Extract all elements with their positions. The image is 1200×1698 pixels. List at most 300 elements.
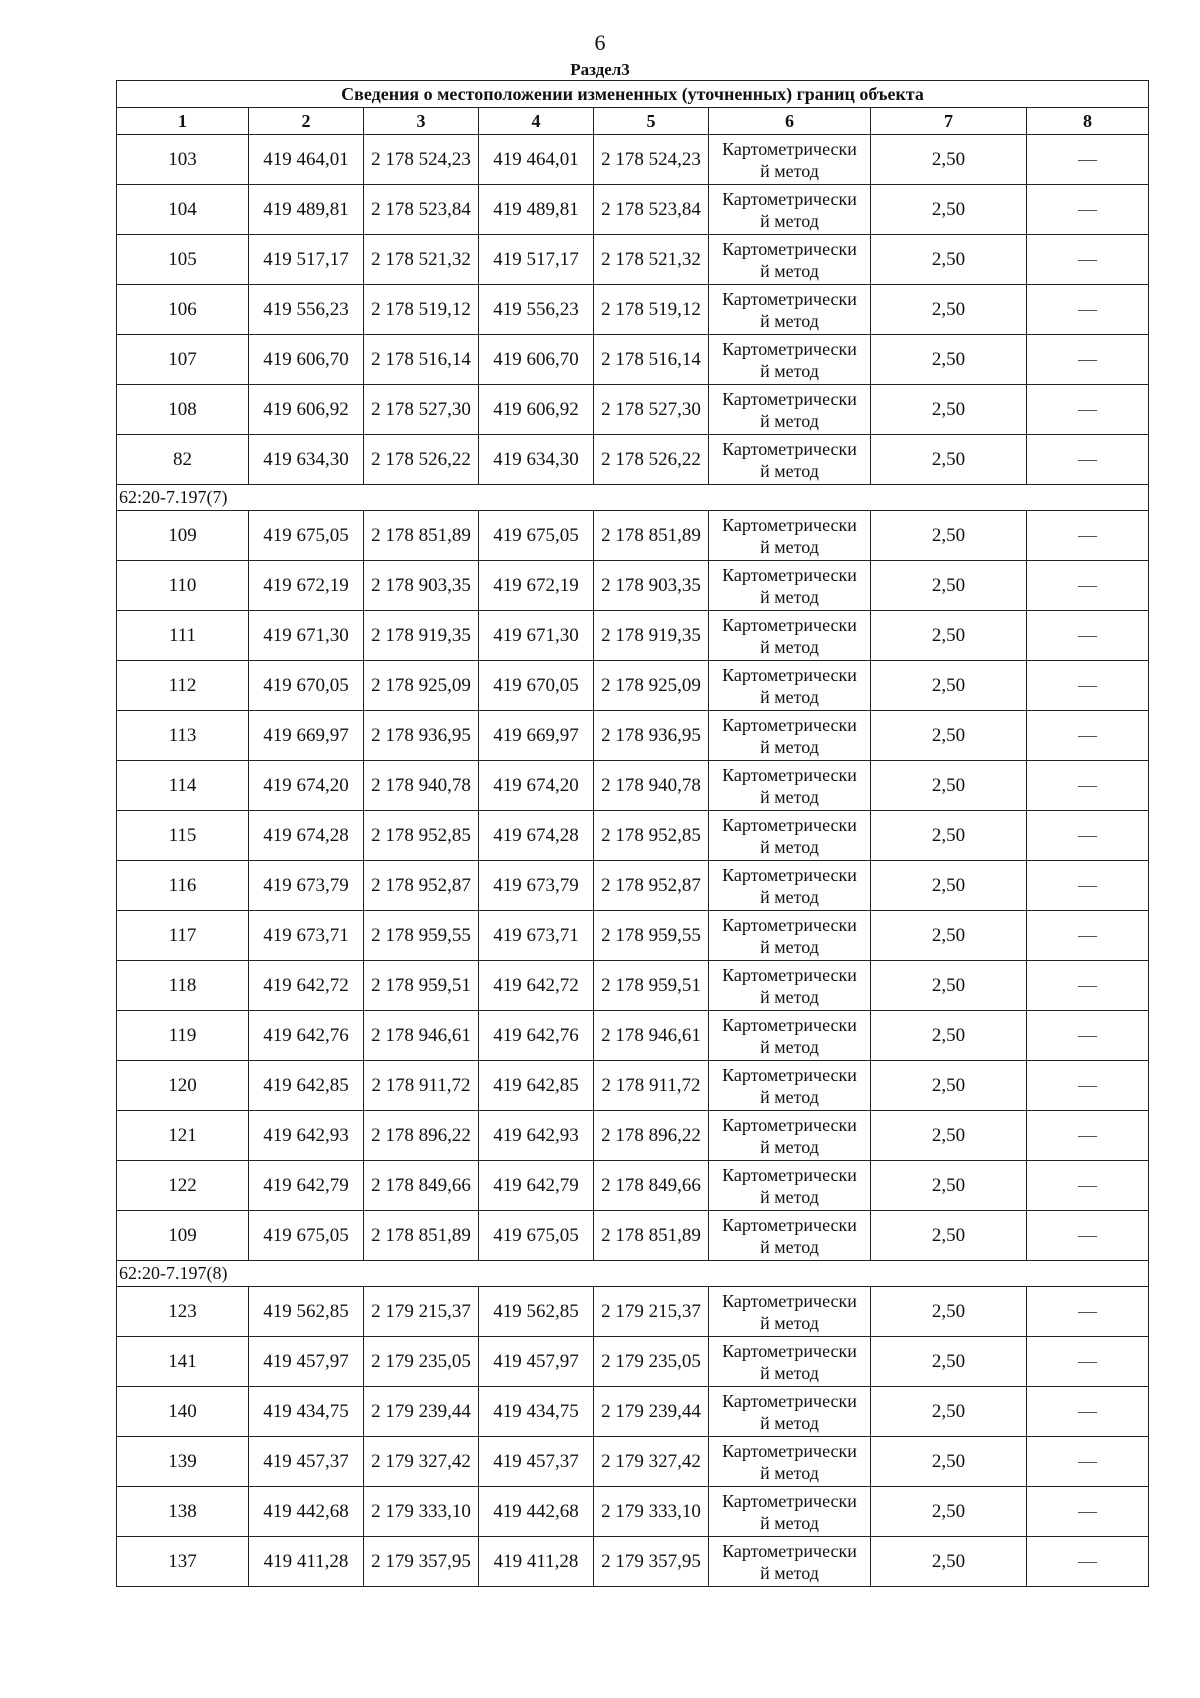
point-number-cell: 109 (117, 511, 249, 561)
method-text-line1: Картометрически (722, 864, 857, 885)
x-coordinate-refined-cell: 419 556,23 (479, 285, 594, 335)
point-number-cell: 107 (117, 335, 249, 385)
dash-cell: — (1027, 435, 1149, 485)
table-row (117, 1537, 1149, 1587)
method-text-line2: й метод (760, 360, 819, 381)
x-coordinate-refined-cell: 419 674,28 (479, 811, 594, 861)
accuracy-cell: 2,50 (871, 435, 1027, 485)
y-coordinate-cell: 2 178 519,12 (364, 285, 479, 335)
x-coordinate-cell: 419 642,93 (249, 1111, 364, 1161)
y-coordinate-cell: 2 178 521,32 (364, 235, 479, 285)
method-text-line1: Картометрически (722, 564, 857, 585)
dash-cell: — (1027, 1387, 1149, 1437)
dash-cell: — (1027, 335, 1149, 385)
accuracy-cell: 2,50 (871, 135, 1027, 185)
table-row (117, 561, 1149, 611)
table-row (117, 335, 1149, 385)
point-number-cell: 123 (117, 1287, 249, 1337)
table-row (117, 1287, 1149, 1337)
dash-cell: — (1027, 911, 1149, 961)
table-row (117, 761, 1149, 811)
y-coordinate-cell: 2 178 851,89 (364, 1211, 479, 1261)
x-coordinate-cell: 419 642,76 (249, 1011, 364, 1061)
accuracy-cell: 2,50 (871, 661, 1027, 711)
y-coordinate-refined-cell: 2 178 527,30 (594, 385, 709, 435)
method-cell (709, 1287, 871, 1337)
dash-cell: — (1027, 1061, 1149, 1111)
x-coordinate-refined-cell: 419 642,72 (479, 961, 594, 1011)
y-coordinate-refined-cell: 2 178 516,14 (594, 335, 709, 385)
method-text-line2: й метод (760, 986, 819, 1007)
method-cell (709, 1211, 871, 1261)
y-coordinate-refined-cell: 2 179 235,05 (594, 1337, 709, 1387)
dash-cell: — (1027, 135, 1149, 185)
method-text-line1: Картометрически (722, 1014, 857, 1035)
point-number-cell: 105 (117, 235, 249, 285)
y-coordinate-refined-cell: 2 178 903,35 (594, 561, 709, 611)
table-row (117, 1487, 1149, 1537)
y-coordinate-refined-cell: 2 178 851,89 (594, 511, 709, 561)
dash-cell: — (1027, 385, 1149, 435)
x-coordinate-refined-cell: 419 670,05 (479, 661, 594, 711)
accuracy-cell: 2,50 (871, 1437, 1027, 1487)
group-row (117, 485, 1149, 511)
x-coordinate-cell: 419 671,30 (249, 611, 364, 661)
method-text-line2: й метод (760, 1236, 819, 1257)
method-text-line2: й метод (760, 536, 819, 557)
y-coordinate-refined-cell: 2 178 849,66 (594, 1161, 709, 1211)
y-coordinate-refined-cell: 2 178 936,95 (594, 711, 709, 761)
point-number-cell: 121 (117, 1111, 249, 1161)
x-coordinate-cell: 419 674,20 (249, 761, 364, 811)
method-cell (709, 711, 871, 761)
method-text-line1: Картометрически (722, 138, 857, 159)
method-text-line2: й метод (760, 1562, 819, 1583)
x-coordinate-refined-cell: 419 669,97 (479, 711, 594, 761)
column-number-header: 1 (117, 108, 249, 135)
method-text-line1: Картометрически (722, 964, 857, 985)
table-row (117, 1437, 1149, 1487)
dash-cell: — (1027, 185, 1149, 235)
table-row (117, 661, 1149, 711)
method-text-line2: й метод (760, 160, 819, 181)
column-number-header: 7 (871, 108, 1027, 135)
dash-cell: — (1027, 511, 1149, 561)
column-number-row (117, 108, 1149, 135)
y-coordinate-refined-cell: 2 178 940,78 (594, 761, 709, 811)
point-number-cell: 112 (117, 661, 249, 711)
accuracy-cell: 2,50 (871, 1337, 1027, 1387)
point-number-cell: 119 (117, 1011, 249, 1061)
method-text-line2: й метод (760, 210, 819, 231)
x-coordinate-refined-cell: 419 434,75 (479, 1387, 594, 1437)
cadastral-group-label: 62:20-7.197(7) (117, 485, 1149, 511)
y-coordinate-cell: 2 178 896,22 (364, 1111, 479, 1161)
point-number-cell: 82 (117, 435, 249, 485)
y-coordinate-cell: 2 178 959,51 (364, 961, 479, 1011)
y-coordinate-refined-cell: 2 178 952,85 (594, 811, 709, 861)
method-cell (709, 335, 871, 385)
y-coordinate-refined-cell: 2 178 959,55 (594, 911, 709, 961)
point-number-cell: 114 (117, 761, 249, 811)
boundary-coordinates-table (116, 80, 1149, 1587)
method-text-line2: й метод (760, 886, 819, 907)
dash-cell: — (1027, 811, 1149, 861)
y-coordinate-cell: 2 178 946,61 (364, 1011, 479, 1061)
method-text-line1: Картометрически (722, 1064, 857, 1085)
table-row (117, 435, 1149, 485)
x-coordinate-cell: 419 673,71 (249, 911, 364, 961)
x-coordinate-cell: 419 489,81 (249, 185, 364, 235)
x-coordinate-refined-cell: 419 606,70 (479, 335, 594, 385)
method-text-line2: й метод (760, 1512, 819, 1533)
accuracy-cell: 2,50 (871, 511, 1027, 561)
method-text-line2: й метод (760, 586, 819, 607)
x-coordinate-cell: 419 673,79 (249, 861, 364, 911)
point-number-cell: 118 (117, 961, 249, 1011)
dash-cell: — (1027, 761, 1149, 811)
method-text-line1: Картометрически (722, 664, 857, 685)
y-coordinate-cell: 2 179 235,05 (364, 1337, 479, 1387)
y-coordinate-refined-cell: 2 179 357,95 (594, 1537, 709, 1587)
table-row (117, 1211, 1149, 1261)
dash-cell: — (1027, 1287, 1149, 1337)
y-coordinate-refined-cell: 2 178 896,22 (594, 1111, 709, 1161)
point-number-cell: 116 (117, 861, 249, 911)
method-cell (709, 661, 871, 711)
table-body (117, 135, 1149, 1587)
accuracy-cell: 2,50 (871, 1487, 1027, 1537)
method-text-line2: й метод (760, 1362, 819, 1383)
accuracy-cell: 2,50 (871, 761, 1027, 811)
accuracy-cell: 2,50 (871, 561, 1027, 611)
column-number-header: 3 (364, 108, 479, 135)
x-coordinate-cell: 419 674,28 (249, 811, 364, 861)
dash-cell: — (1027, 1437, 1149, 1487)
method-text-line2: й метод (760, 1036, 819, 1057)
method-text-line1: Картометрически (722, 288, 857, 309)
accuracy-cell: 2,50 (871, 961, 1027, 1011)
point-number-cell: 115 (117, 811, 249, 861)
y-coordinate-refined-cell: 2 179 239,44 (594, 1387, 709, 1437)
x-coordinate-cell: 419 562,85 (249, 1287, 364, 1337)
table-row (117, 1161, 1149, 1211)
method-cell (709, 135, 871, 185)
y-coordinate-cell: 2 178 903,35 (364, 561, 479, 611)
method-cell (709, 861, 871, 911)
x-coordinate-cell: 419 606,92 (249, 385, 364, 435)
method-text-line2: й метод (760, 686, 819, 707)
x-coordinate-cell: 419 672,19 (249, 561, 364, 611)
x-coordinate-refined-cell: 419 642,93 (479, 1111, 594, 1161)
dash-cell: — (1027, 561, 1149, 611)
method-text-line2: й метод (760, 1312, 819, 1333)
method-cell (709, 561, 871, 611)
y-coordinate-cell: 2 178 849,66 (364, 1161, 479, 1211)
method-text-line1: Картометрически (722, 438, 857, 459)
x-coordinate-refined-cell: 419 457,97 (479, 1337, 594, 1387)
y-coordinate-cell: 2 178 940,78 (364, 761, 479, 811)
table-row (117, 1337, 1149, 1387)
table-row (117, 711, 1149, 761)
dash-cell: — (1027, 1487, 1149, 1537)
accuracy-cell: 2,50 (871, 1387, 1027, 1437)
method-text-line1: Картометрически (722, 1390, 857, 1411)
method-text-line2: й метод (760, 1186, 819, 1207)
y-coordinate-refined-cell: 2 179 215,37 (594, 1287, 709, 1337)
x-coordinate-refined-cell: 419 464,01 (479, 135, 594, 185)
dash-cell: — (1027, 611, 1149, 661)
method-cell (709, 235, 871, 285)
table-row (117, 911, 1149, 961)
table-row (117, 235, 1149, 285)
method-text-line2: й метод (760, 310, 819, 331)
method-text-line2: й метод (760, 1462, 819, 1483)
method-text-line2: й метод (760, 460, 819, 481)
x-coordinate-refined-cell: 419 442,68 (479, 1487, 594, 1537)
table-row (117, 611, 1149, 661)
dash-cell: — (1027, 711, 1149, 761)
dash-cell: — (1027, 661, 1149, 711)
point-number-cell: 122 (117, 1161, 249, 1211)
dash-cell: — (1027, 1337, 1149, 1387)
x-coordinate-cell: 419 642,72 (249, 961, 364, 1011)
table-row (117, 285, 1149, 335)
x-coordinate-refined-cell: 419 674,20 (479, 761, 594, 811)
table-row (117, 861, 1149, 911)
method-text-line2: й метод (760, 636, 819, 657)
method-cell (709, 1337, 871, 1387)
dash-cell: — (1027, 1161, 1149, 1211)
page-number: 6 (594, 30, 606, 55)
point-number-cell: 113 (117, 711, 249, 761)
y-coordinate-refined-cell: 2 178 519,12 (594, 285, 709, 335)
method-text-line1: Картометрически (722, 1340, 857, 1361)
table-row (117, 185, 1149, 235)
dash-cell: — (1027, 235, 1149, 285)
y-coordinate-cell: 2 178 911,72 (364, 1061, 479, 1111)
x-coordinate-refined-cell: 419 673,79 (479, 861, 594, 911)
point-number-cell: 117 (117, 911, 249, 961)
x-coordinate-refined-cell: 419 672,19 (479, 561, 594, 611)
section-title: Раздел3 (570, 60, 630, 79)
method-text-line1: Картометрически (722, 514, 857, 535)
x-coordinate-refined-cell: 419 642,85 (479, 1061, 594, 1111)
method-text-line2: й метод (760, 410, 819, 431)
point-number-cell: 138 (117, 1487, 249, 1537)
accuracy-cell: 2,50 (871, 611, 1027, 661)
method-cell (709, 1537, 871, 1587)
method-text-line1: Картометрически (722, 1540, 857, 1561)
x-coordinate-cell: 419 675,05 (249, 511, 364, 561)
method-cell (709, 385, 871, 435)
column-number-header: 6 (709, 108, 871, 135)
point-number-cell: 139 (117, 1437, 249, 1487)
y-coordinate-cell: 2 178 527,30 (364, 385, 479, 435)
y-coordinate-cell: 2 178 952,87 (364, 861, 479, 911)
y-coordinate-cell: 2 178 936,95 (364, 711, 479, 761)
method-text-line1: Картометрически (722, 388, 857, 409)
method-cell (709, 1437, 871, 1487)
dash-cell: — (1027, 961, 1149, 1011)
method-text-line1: Картометрически (722, 1114, 857, 1135)
x-coordinate-refined-cell: 419 675,05 (479, 1211, 594, 1261)
method-cell (709, 185, 871, 235)
accuracy-cell: 2,50 (871, 911, 1027, 961)
method-text-line2: й метод (760, 936, 819, 957)
group-row (117, 1261, 1149, 1287)
dash-cell: — (1027, 1011, 1149, 1061)
x-coordinate-refined-cell: 419 642,79 (479, 1161, 594, 1211)
method-text-line2: й метод (760, 836, 819, 857)
method-text-line2: й метод (760, 1136, 819, 1157)
accuracy-cell: 2,50 (871, 861, 1027, 911)
x-coordinate-cell: 419 669,97 (249, 711, 364, 761)
accuracy-cell: 2,50 (871, 1287, 1027, 1337)
x-coordinate-cell: 419 457,37 (249, 1437, 364, 1487)
x-coordinate-refined-cell: 419 517,17 (479, 235, 594, 285)
point-number-cell: 141 (117, 1337, 249, 1387)
table-row (117, 1387, 1149, 1437)
x-coordinate-cell: 419 670,05 (249, 661, 364, 711)
method-text-line2: й метод (760, 1412, 819, 1433)
method-text-line1: Картометрически (722, 1164, 857, 1185)
x-coordinate-refined-cell: 419 606,92 (479, 385, 594, 435)
y-coordinate-cell: 2 179 333,10 (364, 1487, 479, 1537)
y-coordinate-refined-cell: 2 178 952,87 (594, 861, 709, 911)
method-cell (709, 911, 871, 961)
method-cell (709, 285, 871, 335)
method-text-line1: Картометрически (722, 764, 857, 785)
y-coordinate-refined-cell: 2 179 327,42 (594, 1437, 709, 1487)
y-coordinate-refined-cell: 2 178 946,61 (594, 1011, 709, 1061)
method-text-line1: Картометрически (722, 1214, 857, 1235)
x-coordinate-cell: 419 434,75 (249, 1387, 364, 1437)
table-row (117, 811, 1149, 861)
x-coordinate-refined-cell: 419 671,30 (479, 611, 594, 661)
method-text-line1: Картометрически (722, 814, 857, 835)
method-text-line1: Картометрически (722, 338, 857, 359)
accuracy-cell: 2,50 (871, 811, 1027, 861)
method-text-line1: Картометрически (722, 188, 857, 209)
point-number-cell: 120 (117, 1061, 249, 1111)
x-coordinate-refined-cell: 419 675,05 (479, 511, 594, 561)
y-coordinate-cell: 2 179 239,44 (364, 1387, 479, 1437)
x-coordinate-cell: 419 556,23 (249, 285, 364, 335)
y-coordinate-cell: 2 179 215,37 (364, 1287, 479, 1337)
y-coordinate-refined-cell: 2 178 925,09 (594, 661, 709, 711)
method-cell (709, 611, 871, 661)
dash-cell: — (1027, 861, 1149, 911)
y-coordinate-refined-cell: 2 178 526,22 (594, 435, 709, 485)
x-coordinate-refined-cell: 419 457,37 (479, 1437, 594, 1487)
point-number-cell: 109 (117, 1211, 249, 1261)
column-number-header: 8 (1027, 108, 1149, 135)
x-coordinate-refined-cell: 419 411,28 (479, 1537, 594, 1587)
accuracy-cell: 2,50 (871, 1537, 1027, 1587)
y-coordinate-cell: 2 178 919,35 (364, 611, 479, 661)
method-cell (709, 1111, 871, 1161)
accuracy-cell: 2,50 (871, 335, 1027, 385)
x-coordinate-cell: 419 517,17 (249, 235, 364, 285)
x-coordinate-refined-cell: 419 642,76 (479, 1011, 594, 1061)
x-coordinate-cell: 419 464,01 (249, 135, 364, 185)
x-coordinate-cell: 419 411,28 (249, 1537, 364, 1587)
y-coordinate-cell: 2 178 925,09 (364, 661, 479, 711)
column-number-header: 4 (479, 108, 594, 135)
point-number-cell: 140 (117, 1387, 249, 1437)
method-cell (709, 1387, 871, 1437)
y-coordinate-cell: 2 179 327,42 (364, 1437, 479, 1487)
method-text-line2: й метод (760, 786, 819, 807)
point-number-cell: 111 (117, 611, 249, 661)
accuracy-cell: 2,50 (871, 385, 1027, 435)
method-text-line1: Картометрически (722, 1440, 857, 1461)
dash-cell: — (1027, 1111, 1149, 1161)
method-cell (709, 435, 871, 485)
y-coordinate-cell: 2 178 524,23 (364, 135, 479, 185)
method-text-line2: й метод (760, 736, 819, 757)
point-number-cell: 137 (117, 1537, 249, 1587)
point-number-cell: 110 (117, 561, 249, 611)
x-coordinate-cell: 419 642,79 (249, 1161, 364, 1211)
method-cell (709, 811, 871, 861)
method-cell (709, 1061, 871, 1111)
column-number-header: 2 (249, 108, 364, 135)
accuracy-cell: 2,50 (871, 711, 1027, 761)
boundary-table-container (116, 80, 1148, 1587)
table-row (117, 385, 1149, 435)
accuracy-cell: 2,50 (871, 185, 1027, 235)
dash-cell: — (1027, 1211, 1149, 1261)
y-coordinate-refined-cell: 2 178 911,72 (594, 1061, 709, 1111)
method-cell (709, 1161, 871, 1211)
table-row (117, 961, 1149, 1011)
method-text-line2: й метод (760, 260, 819, 281)
y-coordinate-refined-cell: 2 178 523,84 (594, 185, 709, 235)
x-coordinate-cell: 419 675,05 (249, 1211, 364, 1261)
table-row (117, 1061, 1149, 1111)
method-text-line1: Картометрически (722, 1490, 857, 1511)
y-coordinate-cell: 2 178 523,84 (364, 185, 479, 235)
method-cell (709, 1011, 871, 1061)
point-number-cell: 106 (117, 285, 249, 335)
x-coordinate-refined-cell: 419 634,30 (479, 435, 594, 485)
method-text-line1: Картометрически (722, 1290, 857, 1311)
accuracy-cell: 2,50 (871, 235, 1027, 285)
x-coordinate-refined-cell: 419 562,85 (479, 1287, 594, 1337)
x-coordinate-cell: 419 457,97 (249, 1337, 364, 1387)
dash-cell: — (1027, 285, 1149, 335)
y-coordinate-cell: 2 178 952,85 (364, 811, 479, 861)
accuracy-cell: 2,50 (871, 285, 1027, 335)
y-coordinate-refined-cell: 2 178 524,23 (594, 135, 709, 185)
method-cell (709, 961, 871, 1011)
method-cell (709, 511, 871, 561)
y-coordinate-refined-cell: 2 178 521,32 (594, 235, 709, 285)
cadastral-group-label: 62:20-7.197(8) (117, 1261, 1149, 1287)
y-coordinate-refined-cell: 2 179 333,10 (594, 1487, 709, 1537)
x-coordinate-cell: 419 642,85 (249, 1061, 364, 1111)
y-coordinate-cell: 2 178 516,14 (364, 335, 479, 385)
y-coordinate-refined-cell: 2 178 959,51 (594, 961, 709, 1011)
point-number-cell: 108 (117, 385, 249, 435)
table-row (117, 1011, 1149, 1061)
y-coordinate-refined-cell: 2 178 851,89 (594, 1211, 709, 1261)
table-row (117, 511, 1149, 561)
y-coordinate-refined-cell: 2 178 919,35 (594, 611, 709, 661)
method-text-line1: Картометрически (722, 614, 857, 635)
